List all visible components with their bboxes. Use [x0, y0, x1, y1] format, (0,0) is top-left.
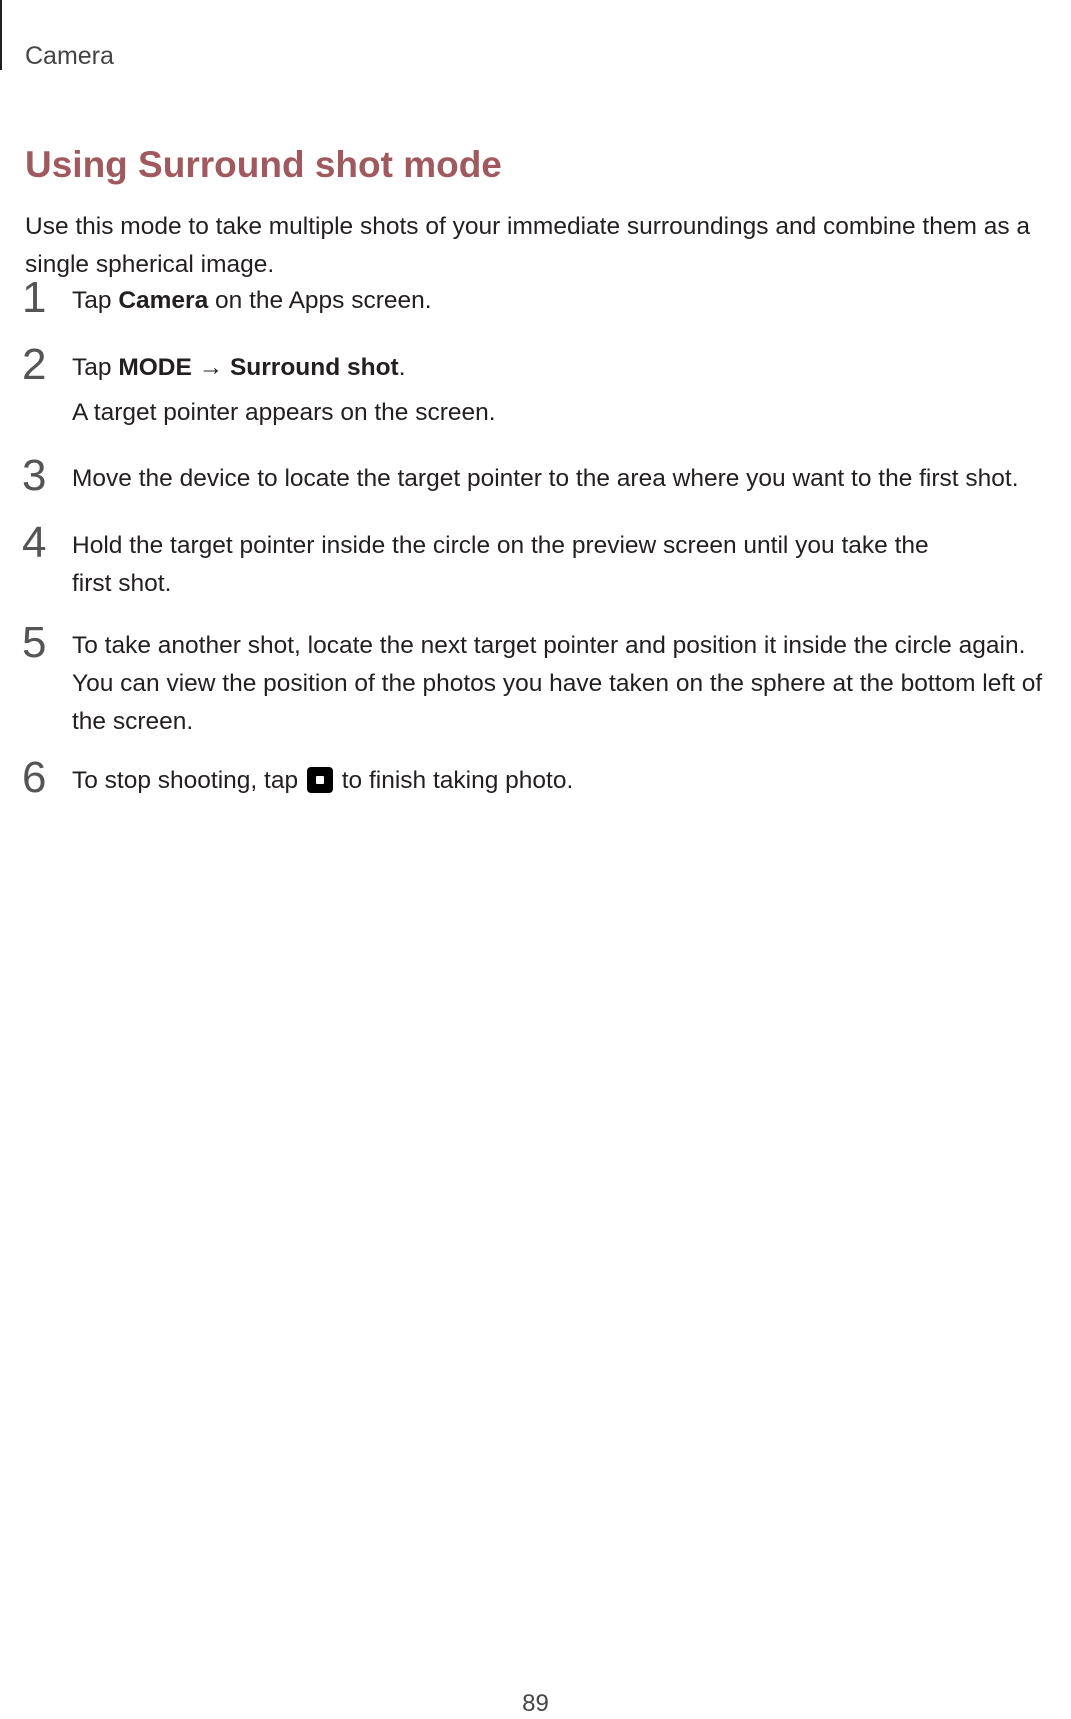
step-number: 6 [22, 753, 47, 802]
header-rule [0, 0, 2, 70]
page-number: 89 [522, 1690, 549, 1717]
surround-shot-label: Surround shot [229, 354, 399, 381]
step-text [72, 282, 1068, 320]
step-text [72, 349, 1068, 387]
step-text: Hold the target pointer inside the circle on the preview screen until you take the first shot. [72, 532, 929, 597]
arrow-separator: → [191, 354, 230, 381]
step-text: Move the device to locate the target pointer to the area where you want to the first shot. [72, 465, 1019, 492]
step-text-lead: Tap [72, 287, 119, 314]
step-text-lead: Tap [72, 354, 119, 381]
step-note: A target pointer appears on the screen. [72, 399, 496, 426]
step-number: 4 [22, 518, 47, 567]
intro-paragraph: Use this mode to take multiple shots of your immediate surroundings and combine them as a single spherical image. [25, 213, 1031, 278]
step-text-tail: . [398, 354, 406, 381]
page-title: Using Surround shot mode [25, 144, 502, 185]
step-number: 2 [22, 340, 47, 389]
camera-app-label: Camera [118, 287, 209, 314]
stop-shooting-icon [307, 767, 333, 793]
step-text [72, 762, 1068, 800]
mode-label: MODE [118, 354, 192, 381]
step-text: To take another shot, locate the next target pointer and position it inside the circle again. You can view the position of the photos you have taken on the sphere at the bottom left of the screen. [72, 632, 1043, 735]
section-label: Camera [25, 42, 114, 70]
step-number: 3 [22, 451, 47, 500]
step-text-tail: to finish taking photo. [334, 767, 574, 794]
step-text-tail: on the Apps screen. [208, 287, 432, 314]
step-text-lead: To stop shooting, tap [72, 767, 305, 794]
step-number: 1 [22, 273, 47, 322]
step-number: 5 [22, 618, 47, 667]
